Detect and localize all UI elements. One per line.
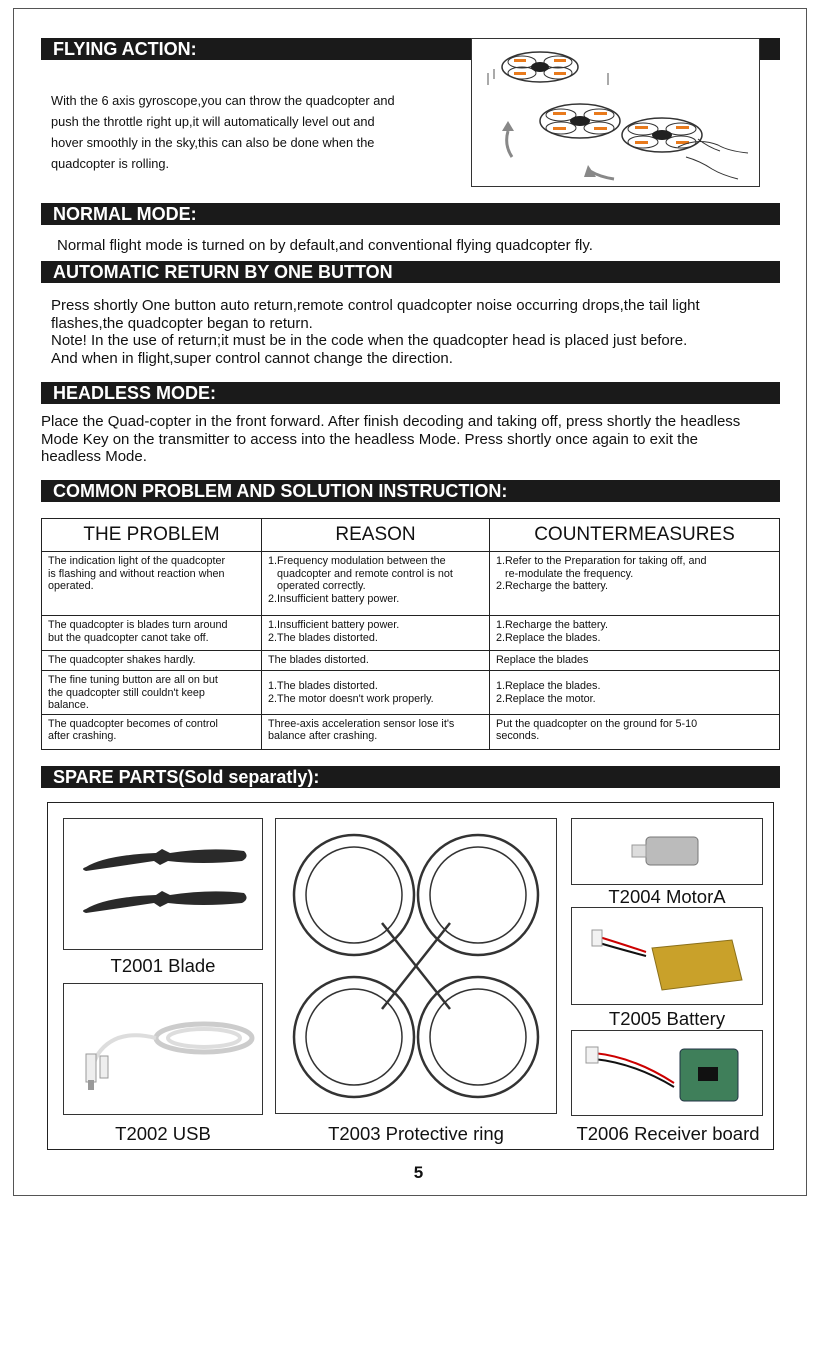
section-header-flying-action <box>41 38 471 60</box>
part-label-protective-ring: T2003 Protective ring <box>328 1123 504 1144</box>
section-header-bar-end <box>760 38 780 60</box>
cell-line: seconds. <box>496 730 540 742</box>
flying-drones-illustration <box>471 38 760 187</box>
receiver-board-image-box <box>571 1030 763 1116</box>
cell-line: after crashing. <box>48 730 117 742</box>
cell-countermeasure <box>490 651 780 671</box>
text-line: flashes,the quadcopter began to return. <box>51 314 313 332</box>
cell-line: re-modulate the frequency. <box>505 567 634 580</box>
cell-problem <box>42 671 262 715</box>
text-line: hover smoothly in the sky,this can also be done when the <box>51 135 375 150</box>
cell-line: is flashing and without reaction when <box>48 567 225 580</box>
part-label-blade: T2001 Blade <box>110 955 216 976</box>
table-row <box>42 714 780 749</box>
page-number: 5 <box>413 1163 424 1182</box>
text-line: quadcopter is rolling. <box>51 156 170 171</box>
table-row <box>42 552 780 616</box>
text-line: Note! In the use of return;it must be in the code when the quadcopter head is placed just before. <box>51 332 688 349</box>
table-header-row <box>42 519 780 552</box>
auto-return-text <box>51 297 700 367</box>
section-title: AUTOMATIC RETURN BY ONE BUTTON <box>53 262 393 282</box>
battery-icon <box>572 908 762 1004</box>
text-line: Press shortly One button auto return,remote control quadcopter noise occurring drops,the tail light <box>51 297 700 314</box>
blade-icon <box>64 819 262 949</box>
cell-line: The fine tuning button are all on but <box>48 674 218 686</box>
cell-countermeasure <box>490 671 780 715</box>
flying-action-text <box>51 90 451 174</box>
cell-line: 1.Replace the blades. <box>496 680 601 693</box>
cell-line: balance. <box>48 699 89 711</box>
cell-countermeasure <box>490 616 780 651</box>
cell-reason <box>262 616 490 651</box>
cell-line: balance after crashing. <box>268 730 378 742</box>
cell-line: quadcopter and remote control is not <box>277 567 453 580</box>
text-line: headless Mode. <box>41 448 147 465</box>
section-header-common-problem <box>41 480 780 502</box>
spare-parts-panel <box>47 802 774 1150</box>
cell-line: 2.Recharge the battery. <box>496 580 609 592</box>
section-title: COMMON PROBLEM AND SOLUTION INSTRUCTION: <box>53 481 508 501</box>
cell-problem <box>42 616 262 651</box>
headless-mode-text <box>41 413 740 466</box>
section-header-spare-parts <box>41 766 780 788</box>
cell-line: Replace the blades <box>496 654 589 666</box>
cell-line: the quadcopter still couldn't keep <box>48 686 205 699</box>
part-label-motor: T2004 MotorA <box>608 886 726 907</box>
text-line: Place the Quad-copter in the front forward. After finish decoding and taking off, press shortly the headless <box>41 413 741 430</box>
column-header-reason: REASON <box>262 519 490 552</box>
cell-line: operated. <box>48 580 94 592</box>
cell-line: The quadcopter becomes of control <box>48 717 218 730</box>
section-title: NORMAL MODE: <box>53 204 197 224</box>
battery-image-box <box>571 907 763 1005</box>
text-line: And when in flight,super control cannot change the direction. <box>51 349 453 367</box>
cell-reason <box>262 552 490 616</box>
cell-line: 1.Frequency modulation between the <box>268 555 446 567</box>
table-row <box>42 651 780 671</box>
protective-ring-image-box <box>275 818 557 1114</box>
cell-line: Three-axis acceleration sensor lose it's <box>268 717 455 730</box>
table-row <box>42 616 780 651</box>
cell-line: but the quadcopter canot take off. <box>48 631 209 644</box>
cell-reason <box>262 671 490 715</box>
column-header-problem: THE PROBLEM <box>42 519 262 552</box>
section-header-auto-return <box>41 261 780 283</box>
cell-reason <box>262 651 490 671</box>
text-line: With the 6 axis gyroscope,you can throw the quadcopter and <box>51 93 395 108</box>
cell-line: operated correctly. <box>277 580 366 592</box>
section-header-normal-mode <box>41 203 780 225</box>
cell-problem <box>42 714 262 749</box>
troubleshooting-table <box>41 518 780 750</box>
cell-reason <box>262 714 490 749</box>
blade-image-box <box>63 818 263 950</box>
cell-line: 1.The blades distorted. <box>268 680 378 693</box>
normal-mode-text: Normal flight mode is turned on by default,and conventional flying quadcopter fly. <box>57 237 593 254</box>
cell-line: 2.Replace the blades. <box>496 631 601 644</box>
usb-cable-icon <box>64 984 262 1114</box>
cell-line: The quadcopter is blades turn around <box>48 619 228 631</box>
part-label-battery: T2005 Battery <box>608 1008 726 1029</box>
cell-line: 2.Insufficient battery power. <box>268 592 400 605</box>
part-label-receiver-board: T2006 Receiver board <box>576 1123 760 1144</box>
cell-line: 1.Insufficient battery power. <box>268 619 400 631</box>
text-line: push the throttle right up,it will automatically level out and <box>51 114 375 129</box>
section-title: HEADLESS MODE: <box>53 383 217 403</box>
cell-line: 2.Replace the motor. <box>496 692 596 705</box>
cell-problem <box>42 552 262 616</box>
protective-ring-icon <box>276 819 556 1113</box>
section-title: FLYING ACTION: <box>53 39 197 59</box>
cell-problem <box>42 651 262 671</box>
cell-line: The blades distorted. <box>268 654 369 666</box>
cell-countermeasure <box>490 552 780 616</box>
cell-line: The quadcopter shakes hardly. <box>48 654 196 666</box>
cell-countermeasure <box>490 714 780 749</box>
motor-icon <box>572 819 762 884</box>
section-title: SPARE PARTS(Sold separatly): <box>53 767 320 787</box>
section-header-headless-mode <box>41 382 780 404</box>
cell-line: 2.The blades distorted. <box>268 631 378 644</box>
cell-line: Put the quadcopter on the ground for 5-10 <box>496 717 698 730</box>
part-label-usb: T2002 USB <box>115 1123 211 1144</box>
cell-line: The indication light of the quadcopter <box>48 555 226 567</box>
motor-image-box <box>571 818 763 885</box>
cell-line: 1.Refer to the Preparation for taking off, and <box>496 555 707 567</box>
receiver-board-icon <box>572 1031 762 1115</box>
table-row <box>42 671 780 715</box>
column-header-countermeasures: COUNTERMEASURES <box>490 519 780 552</box>
usb-image-box <box>63 983 263 1115</box>
text-line: Mode Key on the transmitter to access into the headless Mode. Press shortly once again to exit the <box>41 430 699 448</box>
cell-line: 1.Recharge the battery. <box>496 619 609 631</box>
cell-line: 2.The motor doesn't work properly. <box>268 692 434 705</box>
